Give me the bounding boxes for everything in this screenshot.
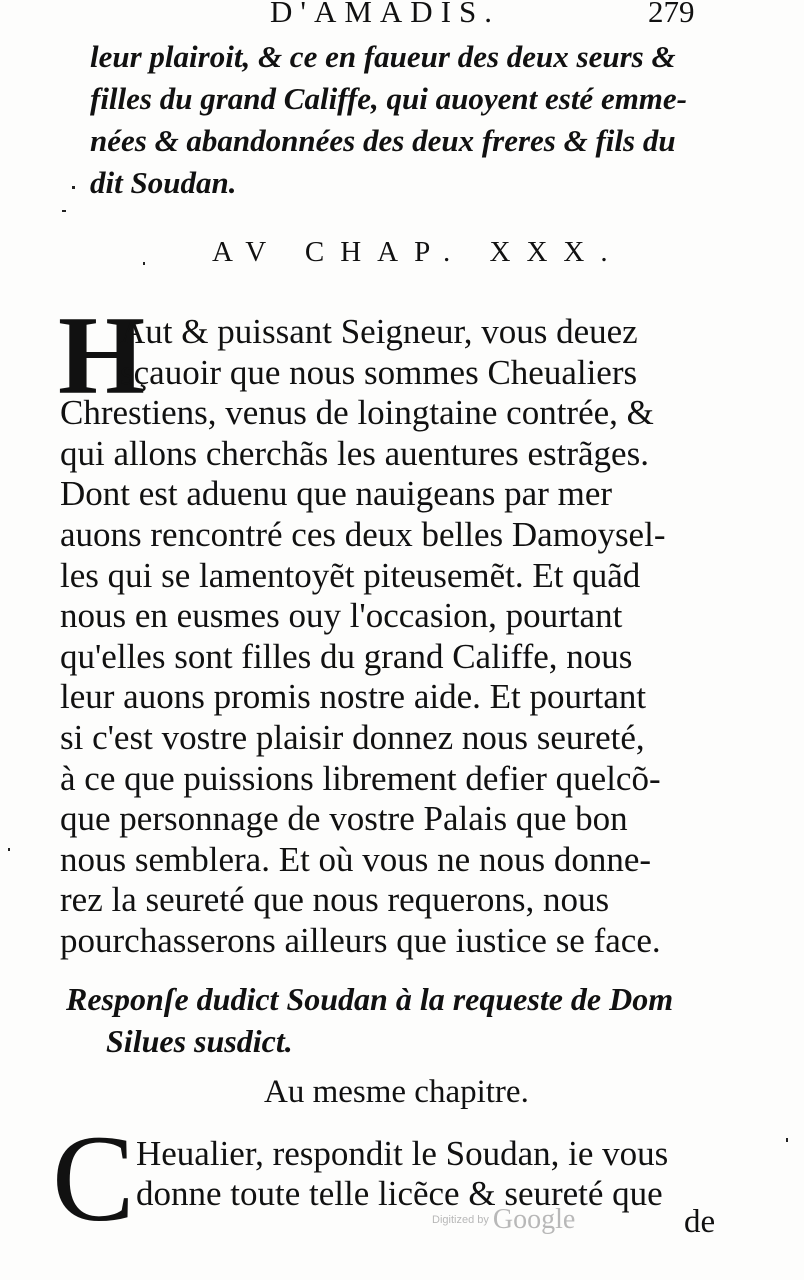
summary-line: nées & abandonnées des deux freres & fils du xyxy=(90,123,676,158)
body-line: que personnage de vostre Palais que bon xyxy=(60,799,628,839)
closing-line: donne toute telle licẽce & seureté que xyxy=(136,1174,663,1213)
body-line: qu'elles sont filles du grand Califfe, nous xyxy=(60,636,633,676)
body-line: à ce que puissions librement defier quelcõ- xyxy=(60,758,661,798)
body-line: Aut & puissant Seigneur, vous deuez xyxy=(120,312,638,351)
body-line: si c'est vostre plaisir donnez nous seureté, xyxy=(60,717,645,757)
scan-speck xyxy=(143,262,145,265)
section-subheading: Au mesme chapitre. xyxy=(264,1074,529,1110)
response-heading-line: Responſe dudict Soudan à la requeste de Dom xyxy=(66,981,674,1017)
running-title: D'AMADIS. xyxy=(270,0,501,29)
drop-cap-h: H xyxy=(58,294,146,418)
body-line: Dont est aduenu que nauigeans par mer xyxy=(60,474,613,514)
response-heading-line: Silues susdict. xyxy=(106,1023,293,1059)
body-line: nous en eusmes ouy l'occasion, pourtant xyxy=(60,596,623,636)
body-line: auons rencontré ces deux belles Damoysel- xyxy=(60,514,666,554)
scan-speck xyxy=(62,210,66,212)
response-heading xyxy=(66,978,746,1062)
body-line: rez la seureté que nous requerons, nous xyxy=(60,880,610,920)
google-logo: Google xyxy=(492,1204,576,1235)
body-paragraph xyxy=(58,294,720,962)
scan-speck xyxy=(72,186,75,189)
digitized-watermark xyxy=(432,1204,575,1236)
body-line: Chrestiens, venus de loingtaine contrée, & xyxy=(60,393,654,433)
body-line: nous semblera. Et où vous ne nous donne- xyxy=(60,839,652,879)
drop-cap-c: C xyxy=(52,1110,135,1247)
scan-speck xyxy=(786,1138,788,1142)
body-line: leur auons promis nostre aide. Et pourtant xyxy=(60,677,647,717)
closing-line: Heualier, respondit le Soudan, ie vous xyxy=(136,1134,669,1173)
summary-line: leur plairoit, & ce en faueur des deux seurs & xyxy=(90,39,676,74)
catchword: de xyxy=(684,1204,716,1240)
scan-speck xyxy=(8,848,10,851)
chapter-summary xyxy=(90,36,730,204)
body-line: pourchasserons ailleurs que iustice se face. xyxy=(60,920,661,960)
summary-line: dit Soudan. xyxy=(90,165,237,200)
body-line: sçauoir que nous sommes Cheualiers xyxy=(120,352,638,392)
closing-paragraph xyxy=(136,1134,736,1214)
body-line: qui allons cherchãs les auentures estrãges. xyxy=(60,433,649,473)
page-number: 279 xyxy=(648,0,695,29)
body-line: les qui se lamentoyẽt piteusemẽt. Et quãd xyxy=(60,555,641,595)
watermark-caption: Digitized by xyxy=(432,1214,489,1226)
summary-line: filles du grand Califfe, qui auoyent esté emme- xyxy=(90,81,688,116)
chapter-heading: AV CHAP. XXX. xyxy=(212,236,624,268)
